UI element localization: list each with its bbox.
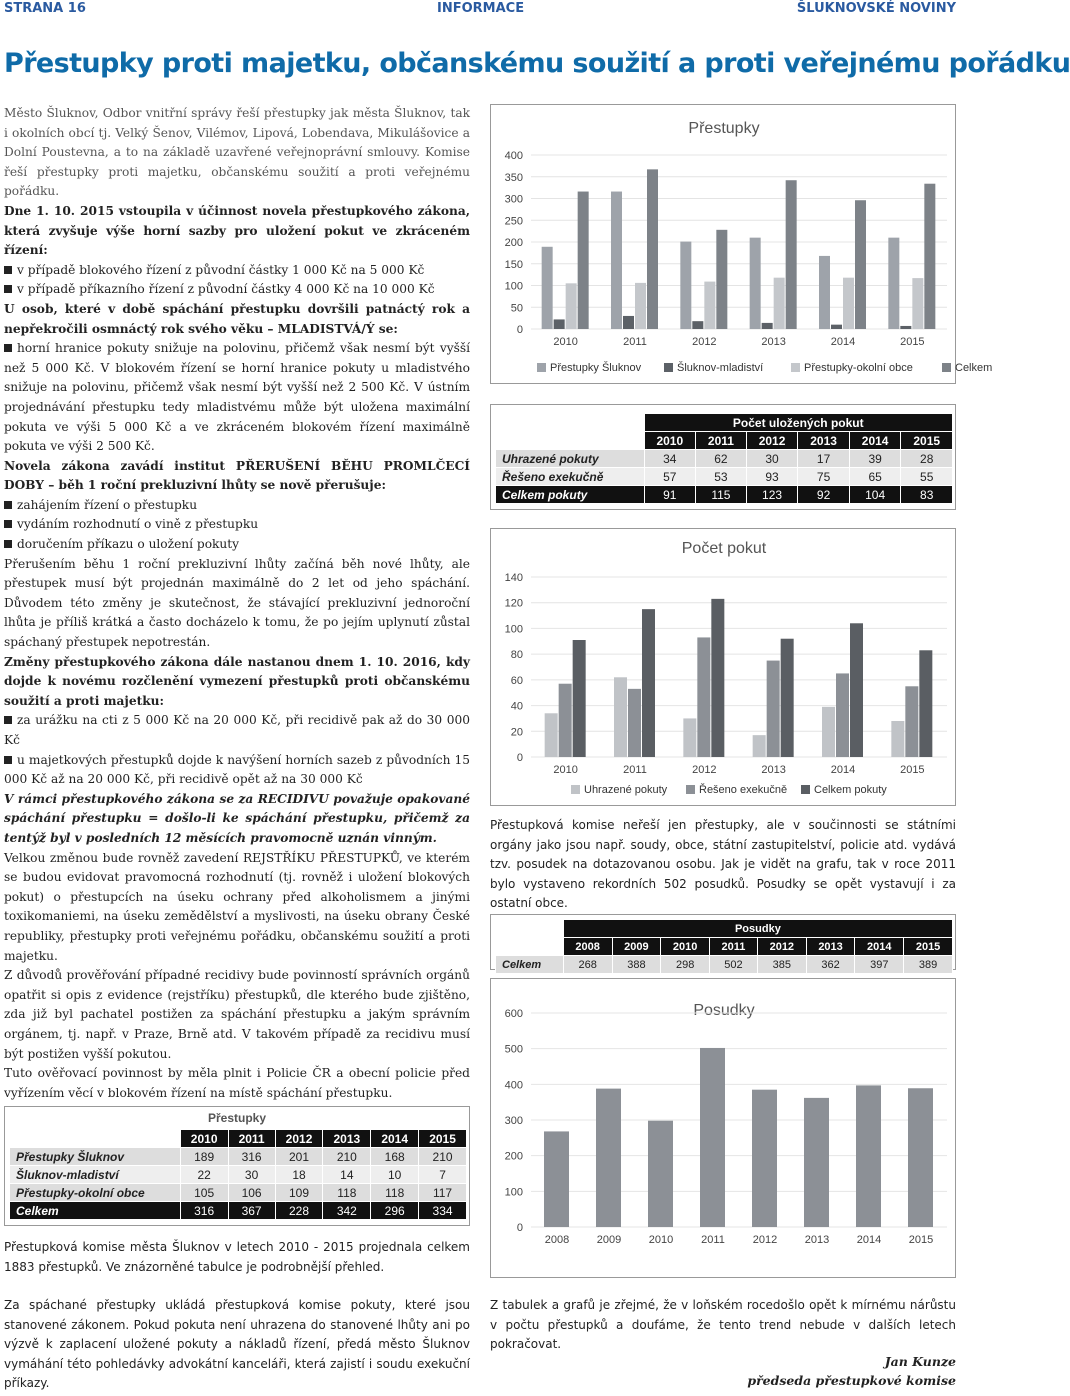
bullet-item: za urážku na cti z 5 000 Kč na 20 000 Kč, při recidivě pak až do 30 000 Kč	[4, 711, 470, 750]
row-label: Celkem	[10, 1202, 181, 1220]
table-cell: 210	[323, 1148, 371, 1166]
y-tick-label: 60	[510, 674, 523, 687]
signature-name: Jan Kunze	[884, 1354, 956, 1369]
x-tick-label: 2011	[623, 764, 647, 776]
bar	[856, 1085, 881, 1227]
year-header: 2012	[275, 1130, 323, 1148]
y-tick-label: 100	[504, 280, 523, 293]
bar	[891, 721, 904, 757]
bullet-item: vydáním rozhodnutí o vině z přestupku	[4, 515, 470, 535]
y-tick-label: 20	[510, 726, 523, 739]
table-cell: 30	[746, 450, 798, 468]
x-tick-label: 2015	[900, 336, 925, 348]
bar	[855, 200, 866, 329]
page-number: STRANA 16	[4, 1, 86, 16]
table-cell: 189	[180, 1148, 228, 1166]
year-header: 2010	[644, 432, 696, 450]
table-prestupky	[9, 1129, 467, 1220]
bar	[908, 1088, 933, 1227]
table-title: Přestupky	[207, 1111, 267, 1125]
table-cell: 168	[371, 1148, 419, 1166]
bar	[716, 230, 727, 329]
row-label: Uhrazené pokuty	[496, 450, 645, 468]
chart-title: Posudky	[693, 1002, 755, 1019]
table-posudky	[495, 919, 953, 974]
section-label: INFORMACE	[437, 1, 525, 16]
table-row	[496, 956, 953, 974]
bar	[850, 623, 863, 757]
bar	[753, 735, 766, 757]
year-header: 2015	[901, 432, 953, 450]
bar	[680, 242, 691, 329]
paragraph-recidivism: V rámci přestupkového zákona se za RECIDIVU považuje opakované spáchání přestupku = došlo-li ke spáchání přestupku, přičemž za tentýž byl v posledních 12 měsících pravomocně uznán vinným.	[4, 791, 470, 845]
y-tick-label: 250	[504, 215, 523, 228]
bar	[752, 1090, 777, 1227]
x-tick-label: 2015	[908, 1234, 934, 1246]
table-cell: 228	[275, 1202, 323, 1220]
article-title: Přestupky proti majetku, občanskému soužití a proti veřejnému pořádku	[4, 48, 1070, 79]
year-header: 2012	[757, 938, 806, 956]
bar	[774, 278, 785, 329]
legend-swatch	[571, 785, 580, 794]
paragraph-summary: Přestupková komise města Šluknov v letech 2010 - 2015 projednala celkem 1883 přestupků. Ve znázorněné tabulce je podrobnější přehled.	[4, 1240, 470, 1274]
x-tick-label: 2010	[553, 336, 578, 348]
legend-swatch	[791, 363, 800, 372]
year-header: 2011	[710, 938, 758, 956]
row-label: Řešeno exekučně	[496, 468, 645, 486]
table-cell: 389	[904, 956, 953, 974]
y-tick-label: 100	[504, 623, 523, 636]
table-cell: 268	[563, 956, 612, 974]
paragraph: Přerušením běhu 1 roční prekluzivní lhůty začíná běh nové lhůty, ale přestupek musí být projednán maximálně do 2 let od jeho spáchání. Důvodem této změny je skutečnost, že stávající prekluzivní jednoroční lhůta je příliš krátká a často docházelo k tomu, že po jejím uplynutí zůstal spáchaný přestupek nepotrestán.	[4, 556, 470, 650]
bar	[692, 321, 703, 329]
year-header: 2013	[806, 938, 855, 956]
table-cell: 39	[849, 450, 901, 468]
year-header: 2010	[180, 1130, 228, 1148]
bar	[596, 1089, 621, 1227]
table-cell: 30	[228, 1166, 275, 1184]
table-cell: 55	[901, 468, 953, 486]
x-tick-label: 2012	[692, 764, 717, 776]
year-header: 2014	[849, 432, 901, 450]
bullet-item: zahájením řízení o přestupku	[4, 496, 470, 516]
table-row	[10, 1166, 467, 1184]
y-tick-label: 150	[504, 258, 523, 271]
year-header: 2011	[696, 432, 747, 450]
table-cell: 53	[696, 468, 747, 486]
year-header: 2013	[798, 432, 850, 450]
y-tick-label: 120	[504, 597, 523, 610]
year-header: 2011	[228, 1130, 275, 1148]
bar	[900, 326, 911, 329]
y-tick-label: 0	[516, 324, 523, 336]
x-tick-label: 2014	[830, 336, 856, 348]
y-tick-label: 100	[504, 1186, 523, 1199]
table-cell: 118	[323, 1184, 371, 1202]
y-tick-label: 300	[504, 193, 523, 206]
bar	[642, 609, 655, 757]
bar	[912, 278, 923, 329]
bar	[648, 1121, 673, 1227]
table-cell: 397	[855, 956, 904, 974]
legend-swatch	[801, 785, 810, 794]
table-cell: 367	[228, 1202, 275, 1220]
chart-posudky-frame	[490, 978, 956, 1278]
x-tick-label: 2013	[761, 336, 786, 348]
table-cell: 123	[746, 486, 798, 504]
bar	[822, 707, 835, 757]
intro-paragraph: Město Šluknov, Odbor vnitřní správy řeší přestupky jak města Šluknov, tak i okolních obcí tj. Velký Šenov, Vilémov, Lipová, Lobendava, Mikulášovice a Dolní Poustevna, a to na základě uzavřené veřejnoprávní smlouvy. Komise řeší přestupky proti majetku, občanskému soužití a proti veřejnému pořádku.	[4, 106, 470, 199]
year-header: 2012	[746, 432, 798, 450]
row-label: Přestupky Šluknov	[10, 1148, 181, 1166]
bar	[762, 323, 773, 329]
bullet-item: horní hranice pokuty snižuje na polovinu, přičemž však nesmí být vyšší než 5 000 Kč. V blokovém řízení se horní hranice pokuty u mladistvého snižuje na polovinu, přičemž však nesmí být vyšší než 2 500 Kč. V ústním projednávání přestupku tedy mladistvému může být uložena maximální pokuta ve výši 5 000 Kč a ve zkráceném blokovém řízení maximálně pokuta ve výši 2 500 Kč.	[4, 339, 470, 457]
bar	[542, 247, 553, 329]
legend-swatch	[537, 363, 546, 372]
bullet-item: v případě příkazního řízení z původní částky 4 000 Kč na 10 000 Kč	[4, 280, 470, 300]
bar	[767, 661, 780, 757]
bar	[697, 637, 710, 757]
bar	[786, 180, 797, 329]
year-header: 2010	[661, 938, 710, 956]
table-cell: 296	[371, 1202, 419, 1220]
bar	[819, 256, 830, 329]
bar	[924, 184, 935, 329]
bar	[623, 316, 634, 329]
chart-posudky	[491, 979, 957, 1279]
bar	[919, 650, 932, 757]
table-cell: 502	[710, 956, 758, 974]
y-tick-label: 300	[504, 1115, 523, 1127]
table-title: Posudky	[563, 920, 952, 938]
x-tick-label: 2011	[623, 336, 647, 348]
table-row	[10, 1202, 467, 1220]
chart-pokuty-frame	[490, 528, 956, 806]
bar	[635, 283, 646, 329]
bullet-item: u majetkových přestupků dojde k navýšení horních sazeb z původních 15 000 Kč až na 20 000 Kč, při recidivě opět až na 30 000 Kč	[4, 751, 470, 790]
bar	[573, 640, 586, 757]
paragraph-amendment: Dne 1. 10. 2015 vstoupila v účinnost novela přestupkového zákona, která zvyšuje výše horní sazby pro uložení pokut ve zkráceném řízení:	[4, 203, 470, 258]
bar	[683, 718, 696, 757]
chart-pokuty	[491, 529, 957, 807]
table-cell: 92	[798, 486, 850, 504]
year-header: 2014	[371, 1130, 419, 1148]
table-cell: 75	[798, 468, 850, 486]
paragraph: Tuto ověřovací povinnost by měla plnit i Policie ČR a obecní policie před vyřízením věcí v blokovém řízení na místě spáchání přestupku.	[4, 1066, 470, 1100]
bar	[843, 278, 854, 329]
table-cell: 10	[371, 1166, 419, 1184]
bar	[566, 283, 577, 329]
table-cell: 388	[612, 956, 661, 974]
y-tick-label: 600	[504, 1008, 523, 1020]
legend-label: Přestupky Šluknov	[550, 362, 642, 374]
table-title: Počet uložených pokut	[644, 414, 952, 432]
x-tick-label: 2013	[761, 764, 786, 776]
table-cell: 14	[323, 1166, 371, 1184]
x-tick-label: 2015	[900, 764, 925, 776]
bar	[836, 673, 849, 757]
table-cell: 106	[228, 1184, 275, 1202]
table-cell: 104	[849, 486, 901, 504]
paragraph-juveniles: U osob, které v době spáchání přestupku dovršili patnáctý rok a nepřekročili osmnáctý rok svého věku – MLADISTVÁ/Ý se:	[4, 301, 470, 336]
chart-title: Přestupky	[688, 120, 760, 137]
bar	[804, 1098, 829, 1227]
y-tick-label: 500	[504, 1043, 523, 1056]
table-row	[496, 450, 953, 468]
legend-label: Uhrazené pokuty	[584, 784, 668, 796]
table-row	[496, 468, 953, 486]
x-tick-label: 2014	[830, 764, 856, 776]
article-body	[4, 104, 470, 1103]
table-cell: 57	[644, 468, 696, 486]
table-row	[10, 1184, 467, 1202]
table-cell: 316	[180, 1202, 228, 1220]
table-cell: 342	[323, 1202, 371, 1220]
y-tick-label: 50	[510, 302, 523, 315]
paragraph-changes-2016: Změny přestupkového zákona dále nastanou dnem 1. 10. 2016, kdy dojde k novému rozčlenění vymezení přestupků proti občanskému soužití a proti majetku:	[4, 654, 470, 708]
row-label: Přestupky-okolní obce	[10, 1184, 181, 1202]
x-tick-label: 2013	[804, 1234, 830, 1246]
bar	[905, 686, 918, 757]
table-cell: 109	[275, 1184, 323, 1202]
bar	[578, 192, 589, 329]
table-prestupky-frame	[4, 1106, 470, 1226]
x-tick-label: 2008	[544, 1234, 570, 1246]
table-cell: 65	[849, 468, 901, 486]
paragraph-conclusion: Z tabulek a grafů je zřejmé, že v loňském rocedošlo opět k mírnému nárůstu v počtu přestupků a doufáme, že tento trend nebude v dalších letech pokračovat.	[490, 1298, 956, 1351]
legend-swatch	[942, 363, 951, 372]
table-pokuty-frame	[490, 404, 956, 510]
row-label: Celkem	[496, 956, 564, 974]
bar	[750, 238, 761, 329]
table-cell: 62	[696, 450, 747, 468]
legend-label: Přestupky-okolní obce	[804, 362, 913, 374]
bar	[628, 689, 641, 757]
y-tick-label: 200	[504, 237, 523, 249]
y-tick-label: 400	[504, 150, 523, 162]
row-label: Šluknov-mladiství	[10, 1166, 181, 1184]
x-tick-label: 2012	[752, 1234, 778, 1246]
paragraph-interruption: Novela zákona zavádí institut PŘERUŠENÍ BĚHU PROMLČECÍ DOBY – běh 1 roční prekluzivní lhůty se nově přerušuje:	[4, 458, 470, 493]
table-cell: 334	[419, 1202, 467, 1220]
bullet-item: v případě blokového řízení z původní částky 1 000 Kč na 5 000 Kč	[4, 261, 470, 281]
x-tick-label: 2012	[692, 336, 717, 348]
bar	[544, 1131, 569, 1227]
table-cell: 105	[180, 1184, 228, 1202]
table-cell: 93	[746, 468, 798, 486]
table-cell: 362	[806, 956, 855, 974]
year-header: 2008	[563, 938, 612, 956]
bar	[614, 677, 627, 757]
x-tick-label: 2009	[596, 1234, 622, 1246]
x-tick-label: 2010	[648, 1234, 674, 1246]
page-header	[0, 0, 960, 20]
table-cell: 83	[901, 486, 953, 504]
year-header: 2014	[855, 938, 904, 956]
paragraph: Velkou změnou bude rovněž zavedení REJSTŘÍKU PŘESTUPKŮ, ve kterém se budou evidovat pravomocná rozhodnutí (tj. rovněž i uložení blokových pokut) o přestupcích na úseku ochrany před alkoholismem a jinými toxikomaniemi, na úseku zemědělství a myslivosti, na úseku obrany České republiky, přestupky proti veřejnému pořádku, občanskému soužití a proti majetku.	[4, 850, 470, 963]
table-cell: 18	[275, 1166, 323, 1184]
table-cell: 7	[419, 1166, 467, 1184]
table-row	[10, 1148, 467, 1166]
signature	[747, 1352, 956, 1390]
table-cell: 316	[228, 1148, 275, 1166]
bar	[831, 325, 842, 329]
year-header: 2009	[612, 938, 661, 956]
bar	[781, 639, 794, 757]
bar	[559, 684, 572, 757]
bar	[888, 238, 899, 329]
table-cell: 34	[644, 450, 696, 468]
newspaper-name: ŠLUKNOVSKÉ NOVINY	[796, 1, 956, 16]
table-pokuty	[495, 413, 953, 504]
bar	[611, 192, 622, 329]
x-tick-label: 2014	[856, 1234, 882, 1246]
bar	[704, 282, 715, 329]
bullet-item: doručením příkazu o uložení pokuty	[4, 535, 470, 555]
bar	[545, 713, 558, 757]
y-tick-label: 400	[504, 1079, 523, 1092]
paragraph-posudky: Přestupková komise neřeší jen přestupky, ale v součinnosti se státními orgány jako jsou např. soudy, obce, státní zastupitelství, policie atd. vydává tzv. posudek na dotazovanou osobu. Jak je vidět na grafu, tak v roce 2011 bylo vystaveno rekordních 502 posudků. Posudky se opět vystavují i za ostatní obce.	[490, 818, 956, 910]
table-cell: 115	[696, 486, 747, 504]
chart-prestupky-frame	[490, 104, 993, 384]
legend-label: Šluknov-mladiství	[677, 362, 764, 374]
table-cell: 91	[644, 486, 696, 504]
legend-swatch	[664, 363, 673, 372]
year-header: 2015	[904, 938, 953, 956]
bar	[554, 319, 565, 329]
x-tick-label: 2010	[553, 764, 578, 776]
table-cell: 210	[419, 1148, 467, 1166]
y-tick-label: 0	[516, 1222, 523, 1234]
table-cell: 22	[180, 1166, 228, 1184]
x-tick-label: 2011	[701, 1234, 725, 1246]
paragraph-fines: Za spáchané přestupky ukládá přestupková komise pokuty, které jsou stanovené zákonem. Pokud pokuta není uhrazena do stanovené lhůty ani po výzvě k zaplacení uložené pokuty a nákladů řízení, předá město Šluknov vymáhání této pohledávky advokátní kanceláři, která zajistí i soudu exekuční příkazy.	[4, 1298, 470, 1390]
table-cell: 117	[419, 1184, 467, 1202]
legend-label: Celkem	[955, 362, 993, 374]
bar	[647, 169, 658, 329]
y-tick-label: 200	[504, 1150, 523, 1163]
y-tick-label: 80	[510, 649, 523, 662]
year-header: 2013	[323, 1130, 371, 1148]
paragraph: Z důvodů prověřování případné recidivy bude povinností správních orgánů opatřit si opis z evidence (rejstříku) přestupků, dle kterého bude zjištěno, zda již byl pachatel postižen za spáchání přestupku a jakým správním orgánem, tj. např. v Praze, Brně atd. V takovém případě za recidivu musí být postižen vyšší pokutou.	[4, 968, 470, 1061]
bar	[700, 1048, 725, 1227]
table-cell: 298	[661, 956, 710, 974]
table-posudky-frame	[490, 914, 956, 970]
signature-role: předseda přestupkové komise	[747, 1373, 956, 1388]
y-tick-label: 140	[504, 572, 523, 584]
year-header: 2015	[419, 1130, 467, 1148]
legend-swatch	[686, 785, 695, 794]
y-tick-label: 350	[504, 171, 523, 184]
chart-prestupky	[491, 105, 993, 385]
table-cell: 385	[757, 956, 806, 974]
table-cell: 17	[798, 450, 850, 468]
table-row	[496, 486, 953, 504]
bar	[711, 599, 724, 757]
chart-title: Počet pokut	[681, 540, 767, 557]
table-cell: 201	[275, 1148, 323, 1166]
table-cell: 28	[901, 450, 953, 468]
table-cell: 118	[371, 1184, 419, 1202]
y-tick-label: 0	[516, 752, 523, 764]
y-tick-label: 40	[510, 700, 523, 713]
legend-label: Řešeno exekučně	[699, 784, 788, 796]
row-label: Celkem pokuty	[496, 486, 645, 504]
legend-label: Celkem pokuty	[814, 784, 887, 796]
